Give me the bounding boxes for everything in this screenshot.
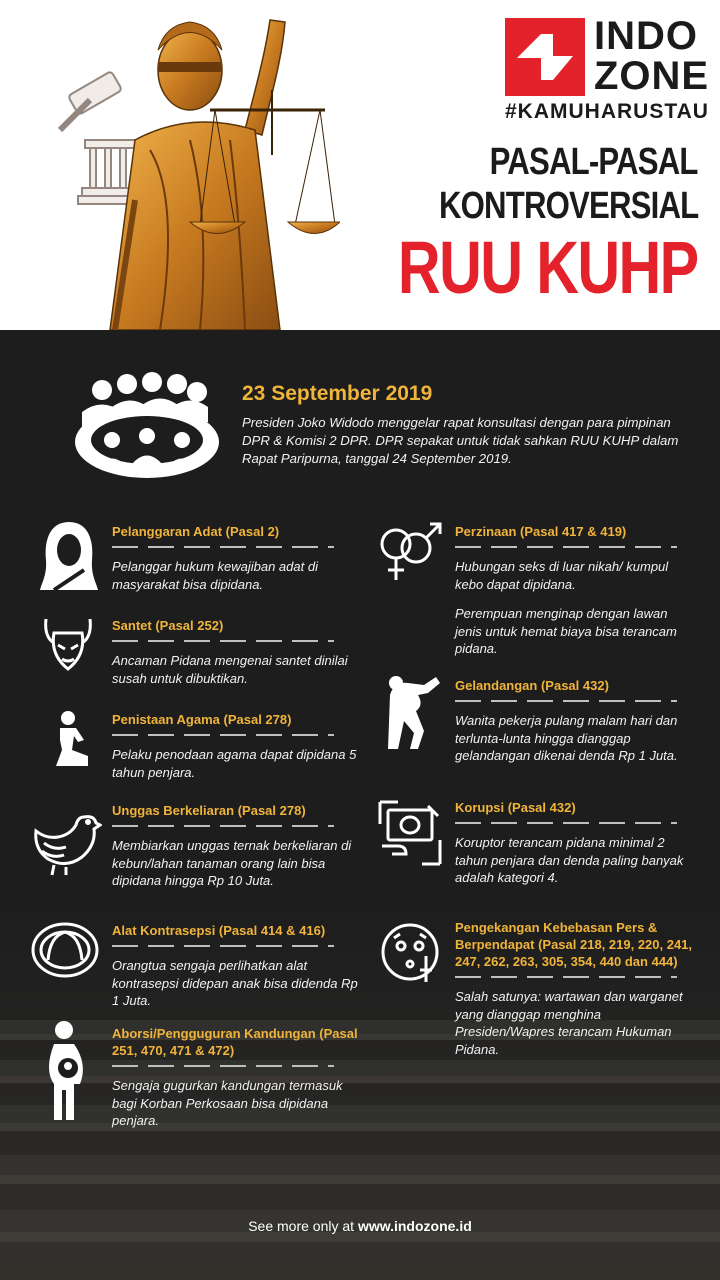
dashed-divider — [112, 546, 334, 548]
footer-prefix: See more only at — [248, 1218, 358, 1234]
praying-person-icon — [48, 710, 98, 768]
title-line-2: KONTROVERSIAL — [438, 185, 698, 227]
indozone-logo — [505, 18, 585, 96]
item-title: Aborsi/Pengguguran Kandungan (Pasal 251, 470, 471 & 472) — [112, 1026, 358, 1058]
item-desc: Ancaman Pidana mengenai santet dinilai susah untuk dibuktikan. — [112, 653, 348, 686]
title-line-1: PASAL-PASAL — [490, 141, 698, 183]
dashed-divider — [455, 546, 677, 548]
right-item-0 — [455, 523, 695, 658]
item-title: Unggas Berkeliaran (Pasal 278) — [112, 803, 306, 818]
lady-justice-illustration — [40, 0, 340, 330]
dashed-divider — [455, 700, 677, 702]
item-title: Korupsi (Pasal 432) — [455, 800, 576, 815]
dashed-divider — [112, 640, 334, 642]
right-item-2 — [455, 799, 695, 887]
gender-symbols-icon — [374, 522, 444, 584]
dashed-divider — [455, 976, 677, 978]
item-title: Penistaan Agama (Pasal 278) — [112, 712, 292, 727]
title-line-3: RUU KUHP — [398, 226, 698, 309]
header — [0, 0, 720, 330]
item-desc: Koruptor terancam pidana minimal 2 tahun penjara dan denda paling banyak adalah kategori 4. — [455, 835, 684, 885]
item-desc: Wanita pekerja pulang malam hari dan terlunta-lunta hingga dianggap gelandangan dikenai denda Rp 1 Juta. — [455, 713, 678, 763]
left-item-3 — [112, 802, 362, 890]
pregnant-woman-icon — [40, 1020, 90, 1124]
devil-icon — [40, 615, 96, 673]
dashed-divider — [112, 734, 334, 736]
intro-date: 23 September 2019 — [242, 382, 433, 405]
homeless-person-icon — [384, 675, 444, 751]
footer — [0, 1218, 720, 1234]
item-desc: Pelaku penodaan agama dapat dipidana 5 tahun penjara. — [112, 747, 357, 780]
hen-icon — [30, 805, 102, 877]
left-item-1 — [112, 617, 362, 687]
left-item-2 — [112, 711, 362, 781]
item-title: Santet (Pasal 252) — [112, 618, 224, 633]
item-desc: Orangtua sengaja perlihatkan alat kontrasepsi didepan anak bisa didenda Rp 1 Juta. — [112, 958, 358, 1008]
right-item-1 — [455, 677, 695, 765]
logo-text-zone: ZONE — [594, 54, 710, 98]
logo-text-indo: INDO — [594, 14, 698, 58]
hashtag: #KAMUHARUSTAU — [505, 100, 709, 123]
right-item-3 — [455, 919, 695, 1058]
item-desc: Sengaja gugurkan kandungan termasuk bagi Korban Perkosaan bisa dipidana penjara. — [112, 1078, 343, 1128]
item-title: Perzinaan (Pasal 417 & 419) — [455, 524, 627, 539]
footer-site-link[interactable]: www.indozone.id — [357, 1218, 472, 1234]
item-title: Pelanggaran Adat (Pasal 2) — [112, 524, 280, 539]
left-item-0 — [112, 523, 362, 593]
content-panel — [0, 330, 720, 1280]
left-item-5 — [112, 1025, 362, 1130]
meeting-group-icon — [72, 372, 222, 482]
item-desc-secondary: Perempuan menginap dengan lawan jenis untuk hemat biaya bisa terancam pidana. — [455, 606, 677, 656]
item-title: Gelandangan (Pasal 432) — [455, 678, 609, 693]
item-desc: Pelanggar hukum kewajiban adat di masyarakat bisa dipidana. — [112, 559, 318, 592]
dashed-divider — [112, 825, 334, 827]
left-item-4 — [112, 922, 362, 1010]
dashed-divider — [112, 945, 334, 947]
item-desc: Membiarkan unggas ternak berkeliaran di kebun/lahan tanaman orang lain bisa dipidana hingga Rp 10 Juta. — [112, 838, 352, 888]
dashed-divider — [112, 1065, 334, 1067]
item-title: Alat Kontrasepsi (Pasal 414 & 416) — [112, 923, 326, 938]
intro-text: Presiden Joko Widodo menggelar rapat konsultasi dengan para pimpinan DPR & Komisi 2 DPR. DPR sepakat untuk tidak sahkan RUU KUHP dalam Rapat Paripurna, tanggal 24 September 2019. — [242, 415, 679, 466]
item-desc: Salah satunya: wartawan dan warganet yang dianggap menghina Presiden/Wapres terancam Hukuman Pidana. — [455, 989, 683, 1057]
silence-face-icon — [380, 920, 444, 984]
woman-icon — [38, 520, 100, 592]
condom-icon — [30, 920, 100, 980]
item-desc: Hubungan seks di luar nikah/ kumpul kebo dapat dipidana. — [455, 559, 669, 592]
dashed-divider — [455, 822, 677, 824]
item-title: Pengekangan Kebebasan Pers & Berpendapat (Pasal 218, 219, 220, 241, 247, 262, 263, 305, 354, 440 dan 444) — [455, 920, 693, 969]
bribe-money-icon — [376, 800, 444, 866]
